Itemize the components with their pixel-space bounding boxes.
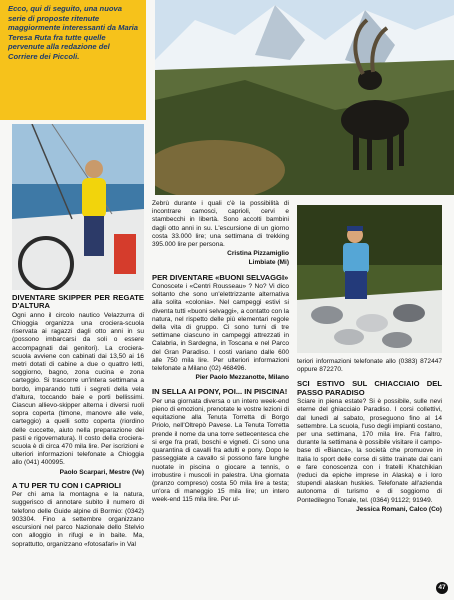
right-column xyxy=(297,358,442,514)
article-pony-body: Per una giornata diversa o un intero week-end pieno di emozioni, prenotate le vostre lezioni di equitazione alla Tenuta Torretta di Borgo Priolo, nell'Oltrepò Pavese. La Tenuta Torretta prende il nome da una torre settecentesca che si erge fra prati, boschi e vigneti. Ci sono una quarantina di cavalli fra adulti e pony. Dopo le passeggiate a cavallo si possono fare lunghe nuotate in piscina o giocare a tennis, o irrobustire i muscoli in palestra. Una giornata (pranzo compreso) costa 50 mila lire a testa; un'ora di maneggio 15 mila lire; un intero week-end 115 mila lire. Per ul- xyxy=(152,397,289,504)
middle-column xyxy=(152,200,289,505)
article-pony-title: IN SELLA AI PONY, POI... IN PISCINA! xyxy=(152,387,288,397)
article-selvaggi-title: PER DIVENTARE «BUONI SELVAGGI» xyxy=(152,272,289,282)
intro-box xyxy=(0,0,146,120)
article-sci-body: Sciare in piena estate? Si è possibile, sulle nevi eterne del ghiacciaio Paradiso. I corsi collettivi, dal lunedì al sabato, proseguono fino al 14 settembre. La scuola, l'uso degli impianti costano, per una settimana, 170 mila lire. Fra l'altro, durante la settimana è possibile visitare il campo-base di «Bianca», la società che promuove in Italia lo sport delle corse di slitte trainate dai cani e fare conoscenza con i fratelli Khatchikian (reduci da epiche imprese in Alaska) e i loro stupendi alaskan huskies. Telefonate all'azienda autonoma di turismo e di soggiorno di Pontedilegno Tonale, tel. (0364) 91122; 91949. xyxy=(297,398,442,504)
article-selvaggi-body: Conoscete i «Centri Rousseau» ? No? Vi dico soltanto che sono un'elettrizzante alternativa alla solita «colonia». Nel campeggi estivi si diventa tutti «buoni selvaggi», a contatto con la natura, nel rispetto delle più elementari regole della vita di gruppo. Ci sono turni di tre settimane ciascuno in campeggi attrezzati in Calabria, in Sardegna, in Toscana e nel Parco del Gran Paradiso. I costi variano dalle 600 alle 750 mila lire. Per ulteriori informazioni telefonate a Milano (02) 468496. xyxy=(152,283,289,373)
article-skipper-byline: Paolo Scarpari, Mestre (Ve) xyxy=(59,468,144,476)
left-column xyxy=(12,294,144,549)
article-pony-continued: teriori informazioni telefonate allo (0383) 872447 oppure 872270. xyxy=(297,358,442,374)
article-caprioli-title: A TU PER TU CON I CAPRIOLI xyxy=(12,480,121,490)
page-number: 47 xyxy=(436,582,448,594)
article-selvaggi-byline: Pier Paolo Mezzanotte, Milano xyxy=(195,374,289,382)
article-sci-byline: Jessica Romani, Calco (Co) xyxy=(356,505,442,513)
sailing-photo xyxy=(12,124,144,290)
article-caprioli-byline: Cristina Pizzamiglio xyxy=(227,250,289,258)
article-caprioli-body: Per chi ama la montagna e la natura, suggerisco di annotare subito il numero di telefono delle Guide alpine di Bormio: (0342) 903304. Fino a settembre organizzano escursioni nel parco Nazionale dello Stelvio con alloggio in rifugi e in baite. Ma, soprattutto, organizzano «fotosafari» in Val xyxy=(12,491,144,548)
article-caprioli-continued: Zebrù durante i quali c'è la possibilità di incontrare camosci, caprioli, cervi e stambecchi in libertà. Sono accolti bambini dagli otto anni in su. L'escursione di un giorno costa 33.000 lire; una settimana di trekking 395.000 lire per persona. xyxy=(152,200,289,249)
ibex-photo xyxy=(155,0,454,195)
article-sci-title: SCI ESTIVO SUL CHIACCIAIO DEL PASSO PARADISO xyxy=(297,379,442,397)
article-skipper-body: Ogni anno il circolo nautico Velazzurra di Chioggia organizza una crociera-scuola riservata ai ragazzi dagli otto anni in su (possono imbarcarsi da soli o essere accompagnati dai genitori). La crociera-scuola avviene con cabinati dai 13,50 ai 16 metri dotati di cabine a due o quattro letti, soggiorno, bagno, zona cucina e zona carteggio. Si trascorre un'intera settimana a bordo, imparando tutti i segreti della vela d'altura, toccando baie e porti bellissimi. Ciascun allievo-skipper alterna i diversi ruoli sopra coperta (timone, manovre alle vele, carteggio) a quelli sotto coperta (riordino delle cuccette, aiuto nella preparazione dei pasti e rigovernatura). Il costo della crociera-scuola è di circa 470 mila lire. Per iscrizioni e ulteriori informazioni telefonate a Chioggia allo (041) 400995. xyxy=(12,311,144,467)
article-caprioli-byline-place: Limbiate (Mi) xyxy=(248,259,289,267)
article-skipper-title: DIVENTARE SKIPPER PER REGATE D'ALTURA xyxy=(12,293,144,311)
intro-text: Ecco, qui di seguito, una nuova serie di proposte ritenute maggiormente interessanti da Maria Teresa Ruta fra tutte quelle pervenute alla redazione del Corriere dei Piccoli. xyxy=(8,4,138,61)
dogsled-photo xyxy=(297,205,442,353)
